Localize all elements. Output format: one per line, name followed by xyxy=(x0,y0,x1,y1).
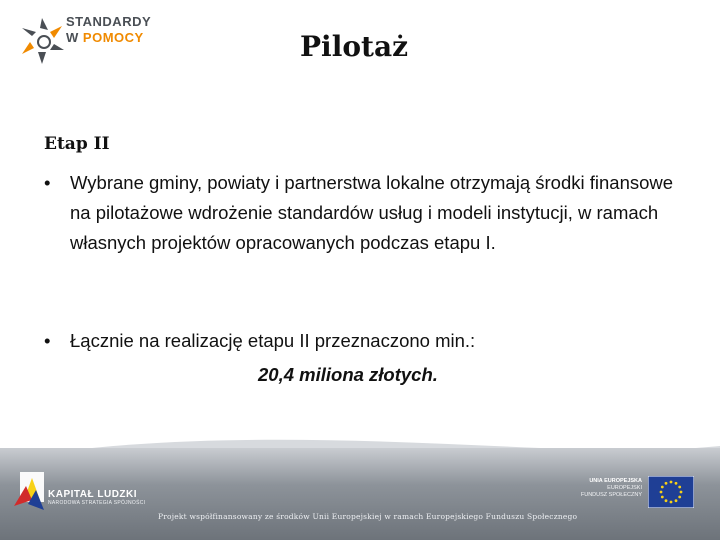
slide-subtitle: Etap II xyxy=(44,134,110,154)
bullet-dot: • xyxy=(44,172,51,193)
logo-text xyxy=(66,14,151,46)
bullet-text: Wybrane gminy, powiaty i partnerstwa lokalne otrzymają środki finansowe na pilotażowe wdrożenie standardów usług i modeli instytucji, w ramach własnych projektów opracowanych podczas etapu I. xyxy=(70,172,674,253)
logo-w: W xyxy=(66,30,79,45)
logo-title: STANDARDY xyxy=(66,14,152,29)
logo-pomocy: POMOCY xyxy=(82,30,144,45)
bullet-item xyxy=(44,326,684,356)
eu-line-2: EUROPEJSKI xyxy=(607,485,642,491)
eu-line-3: FUNDUSZ SPOŁECZNY xyxy=(580,492,642,498)
kapital-ludzki-title: KAPITAŁ LUDZKI xyxy=(48,489,138,500)
footer-cofinancing-note: Projekt współfinansowany ze środków Unii Europejskiej w ramach Europejskiego Funduszu Społecznego xyxy=(158,512,578,521)
bullet-text: Łącznie na realizację etapu II przeznaczono min.: xyxy=(70,330,476,351)
eu-text-block xyxy=(580,478,642,499)
logo-subtitle xyxy=(66,30,151,46)
bullet-dot: • xyxy=(44,330,51,351)
kapital-ludzki-subtitle: NARODOWA STRATEGIA SPÓJNOŚCI xyxy=(48,500,146,506)
eu-flag-icon xyxy=(648,476,694,508)
bullet-item xyxy=(44,168,694,258)
eu-line-1: UNIA EUROPEJSKA xyxy=(589,478,642,484)
amount-highlight: 20,4 miliona złotych. xyxy=(258,364,438,385)
slide-title: Pilotaż xyxy=(300,30,408,63)
